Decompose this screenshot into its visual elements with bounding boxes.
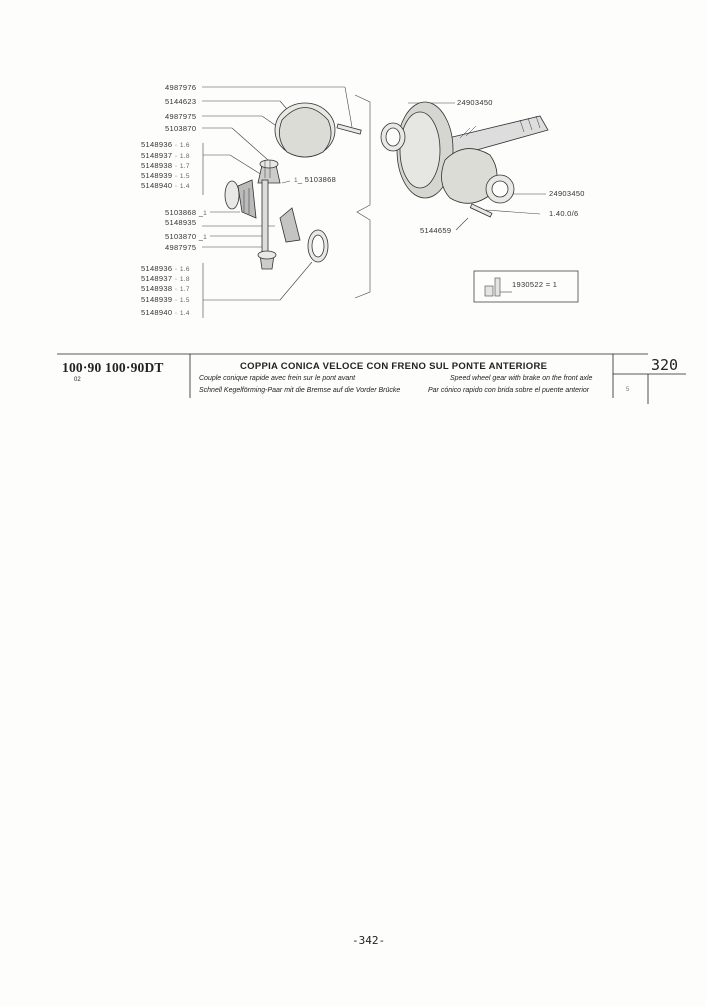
- callout-5148937-a: 5148937 · 1.8: [141, 151, 190, 160]
- table-number: 320: [651, 356, 679, 374]
- title-spanish: Par cónico rapido con brida sobre el puente anterior: [428, 387, 590, 394]
- callout-1-40-0-6: 1.40.0/6: [549, 209, 579, 218]
- callout-5148935: 5148935: [165, 218, 197, 227]
- callout-24903450-top: 24903450: [457, 98, 493, 107]
- callout-mid-5103868: 1_ 5103868: [294, 175, 337, 184]
- callout-5103870-b: 5103870 _1: [165, 232, 208, 241]
- callout-5148940-a: 5148940 · 1.4: [141, 181, 190, 190]
- callout-5148940-b: 5148940 · 1.4: [141, 308, 190, 317]
- callout-24903450-right: 24903450: [549, 189, 585, 198]
- callout-5148936-a: 5148936 · 1.6: [141, 140, 190, 149]
- model-title: 100·90 100·90DT: [62, 360, 164, 375]
- title-french: Couple conique rapide avec frein sur le pont avant: [199, 375, 356, 382]
- title-german: Schnell Kegelförming-Paar mit die Bremse auf die Vorder Brücke: [199, 387, 401, 394]
- title-italian: COPPIA CONICA VELOCE CON FRENO SUL PONTE ANTERIORE: [240, 361, 548, 372]
- callout-5148938-a: 5148938 · 1.7: [141, 161, 190, 170]
- callout-5148939-b: 5148939 · 1.5: [141, 295, 190, 304]
- tool-box-label: 1930522 = 1: [512, 280, 558, 289]
- table-sub: 5: [626, 387, 630, 393]
- callout-5148938-b: 5148938 · 1.7: [141, 284, 190, 293]
- page-number: -342-: [352, 934, 386, 947]
- callout-5148939-a: 5148939 · 1.5: [141, 171, 190, 180]
- callout-5144623: 5144623: [165, 97, 197, 106]
- callout-5148936-b: 5148936 · 1.6: [141, 264, 190, 273]
- callout-5144659: 5144659: [420, 226, 452, 235]
- callout-5103868: 5103868 _1: [165, 208, 208, 217]
- callout-4987976: 4987976: [165, 83, 197, 92]
- model-subtitle: 02: [74, 377, 81, 383]
- callout-5148937-b: 5148937 · 1.8: [141, 274, 190, 283]
- exploded-parts-diagram: [0, 0, 707, 420]
- callout-4987975: 4987975: [165, 112, 197, 121]
- callout-4987975-b: 4987975: [165, 243, 197, 252]
- title-english: Speed wheel gear with brake on the front axle: [450, 375, 593, 382]
- callout-5103870: 5103870: [165, 124, 197, 133]
